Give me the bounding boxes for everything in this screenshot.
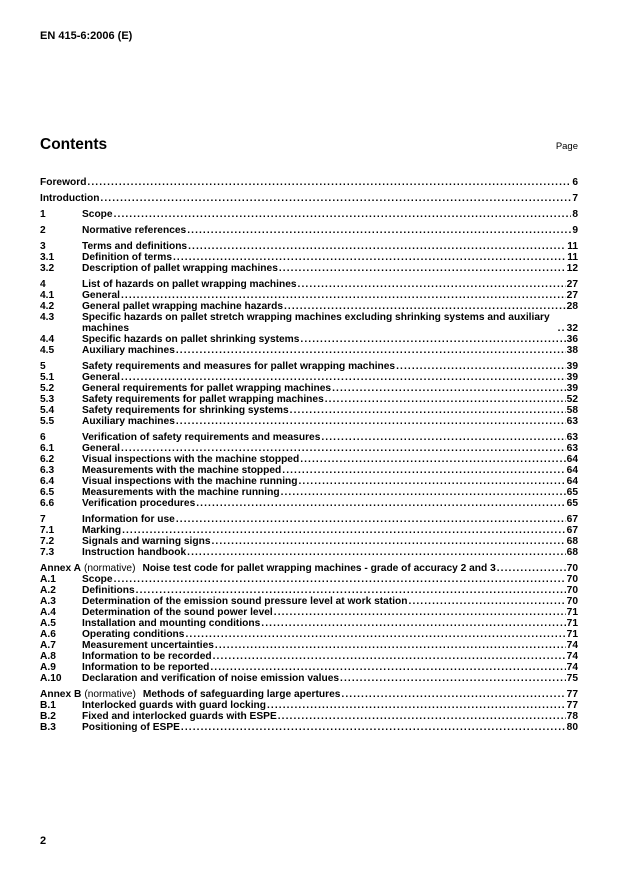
toc-entry-number: 7.1 — [40, 525, 55, 536]
toc-entry-number: 3.1 — [40, 252, 55, 263]
document-reference: EN 415-6:2006 (E) — [40, 30, 133, 42]
toc-entry — [40, 193, 578, 204]
toc-leader-dots — [298, 279, 566, 290]
toc-entry-title: Scope — [82, 574, 113, 585]
toc-entry — [40, 383, 578, 394]
toc-group — [40, 514, 578, 558]
footer-page-number: 2 — [40, 835, 47, 847]
toc-entry-title: Information to be reported — [82, 662, 210, 673]
toc-entry — [40, 334, 578, 345]
toc-entry-title: Specific hazards on pallet shrinking systems — [82, 334, 300, 345]
toc-entry — [40, 209, 578, 220]
toc-entry — [40, 640, 578, 651]
toc-entry-page: 27 — [566, 290, 578, 301]
toc-entry-title: Measurements with the machine stopped — [82, 465, 282, 476]
toc-leader-dots — [409, 596, 566, 607]
toc-annex-prefix: Annex B — [40, 689, 82, 700]
toc-entry-number: A.9 — [40, 662, 56, 673]
toc-entry-title: Instruction handbook — [82, 547, 187, 558]
toc-leader-dots — [181, 722, 566, 733]
toc-entry-page: 64 — [566, 476, 578, 487]
toc-entry-page: 70 — [566, 585, 578, 596]
toc-entry-number: A.2 — [40, 585, 56, 596]
toc-group — [40, 432, 578, 509]
toc-group — [40, 689, 578, 733]
toc-entry-title: Safety requirements and measures for pallet wrapping machines — [82, 361, 396, 372]
toc-list — [40, 177, 578, 733]
toc-entry-number: 4.2 — [40, 301, 55, 312]
toc-leader-dots — [173, 252, 566, 263]
toc-leader-dots — [121, 443, 566, 454]
toc-entry — [40, 225, 578, 236]
toc-entry-number: 5.1 — [40, 372, 55, 383]
toc-entry-title: Definitions — [82, 585, 135, 596]
toc-entry — [40, 416, 578, 427]
toc-entry-title: Visual inspections with the machine running — [82, 476, 298, 487]
toc-entry-number: B.1 — [40, 700, 56, 711]
toc-group — [40, 241, 578, 274]
toc-entry-page: 12 — [566, 263, 578, 274]
toc-entry-title: Auxiliary machines — [82, 345, 175, 356]
toc-entry — [40, 361, 578, 372]
toc-entry-page: 65 — [566, 487, 578, 498]
toc-entry-title-text: Methods of safeguarding large apertures — [142, 689, 341, 700]
toc-leader-dots — [187, 225, 571, 236]
toc-leader-dots — [210, 662, 565, 673]
toc-entry-number: 3.2 — [40, 263, 55, 274]
toc-leader-dots — [340, 673, 566, 684]
toc-entry-number: A.4 — [40, 607, 56, 618]
toc-entry-number: A.10 — [40, 673, 62, 684]
toc-entry-title: General — [82, 372, 120, 383]
toc-entry — [40, 443, 578, 454]
toc-entry-number: 6.2 — [40, 454, 55, 465]
toc-entry-number: 6.1 — [40, 443, 55, 454]
toc-entry-title: General pallet wrapping machine hazards — [82, 301, 283, 312]
toc-leader-dots — [114, 209, 572, 220]
toc-entry — [40, 263, 578, 274]
toc-entry-number: 4.4 — [40, 334, 55, 345]
toc-entry-page: 77 — [566, 689, 578, 700]
toc-entry-title: Introduction — [40, 193, 100, 204]
toc-group — [40, 563, 578, 684]
toc-entry-page: 27 — [566, 279, 578, 290]
toc-group — [40, 209, 578, 220]
toc-leader-dots — [290, 405, 566, 416]
toc-entry-title: General requirements for pallet wrapping machines — [82, 383, 332, 394]
toc-group — [40, 225, 578, 236]
toc-entry-page: 6 — [572, 177, 578, 188]
toc-entry-title: Fixed and interlocked guards with ESPE — [82, 711, 277, 722]
toc-entry-number: A.8 — [40, 651, 56, 662]
toc-entry — [40, 432, 578, 443]
toc-entry — [40, 312, 578, 334]
toc-group — [40, 279, 578, 356]
toc-entry — [40, 596, 578, 607]
toc-leader-dots — [341, 689, 565, 700]
toc-entry-page: 11 — [567, 241, 578, 252]
toc-entry-page: 64 — [566, 465, 578, 476]
toc-entry-page: 70 — [566, 563, 578, 574]
toc-entry-number: 5.2 — [40, 383, 55, 394]
toc-entry-page: 74 — [566, 640, 578, 651]
toc-leader-dots — [558, 323, 566, 334]
toc-entry-number: A.6 — [40, 629, 56, 640]
toc-entry-page: 38 — [566, 345, 578, 356]
toc-leader-dots — [279, 263, 566, 274]
toc-entry-title: Safety requirements for pallet wrapping machines — [82, 394, 324, 405]
toc-entry-number: 1 — [40, 209, 46, 220]
toc-entry — [40, 651, 578, 662]
toc-entry — [40, 279, 578, 290]
toc-entry-title: General — [82, 290, 120, 301]
toc-entry-page: 63 — [566, 443, 578, 454]
toc-entry-page: 71 — [566, 618, 578, 629]
toc-entry-number: 2 — [40, 225, 46, 236]
toc-entry-title: Foreword — [40, 177, 87, 188]
toc-entry-number: 6.5 — [40, 487, 55, 498]
toc-leader-dots — [215, 640, 566, 651]
toc-entry — [40, 618, 578, 629]
toc-entry-title: Definition of terms — [82, 252, 172, 263]
toc-entry-page: 67 — [566, 514, 578, 525]
toc-entry-title: Information to be recorded — [82, 651, 212, 662]
toc-entry-page: 39 — [566, 383, 578, 394]
toc-entry-title: Determination of the emission sound pressure level at work station — [82, 596, 408, 607]
toc-leader-dots — [185, 629, 565, 640]
toc-group — [40, 177, 578, 188]
toc-entry-page: 28 — [566, 301, 578, 312]
toc-entry — [40, 563, 578, 574]
toc-entry-title: Measurements with the machine running — [82, 487, 280, 498]
toc-entry — [40, 476, 578, 487]
toc-leader-dots — [176, 416, 566, 427]
toc-leader-dots — [278, 711, 566, 722]
toc-entry-page: 80 — [566, 722, 578, 733]
toc-entry-title: Specific hazards on pallet stretch wrapping machines excluding shrinking systems and auxiliary machines — [82, 312, 550, 334]
toc-entry-page: 68 — [566, 547, 578, 558]
toc-entry-number: A.1 — [40, 574, 56, 585]
toc-entry — [40, 673, 578, 684]
toc-entry-title: Auxiliary machines — [82, 416, 175, 427]
toc-leader-dots — [212, 536, 566, 547]
toc-leader-dots — [298, 476, 565, 487]
toc-entry — [40, 574, 578, 585]
toc-entry — [40, 498, 578, 509]
toc-entry-number: 6.4 — [40, 476, 55, 487]
toc-leader-dots — [300, 454, 565, 465]
toc-leader-dots — [281, 487, 566, 498]
toc-entry-title: List of hazards on pallet wrapping machines — [82, 279, 297, 290]
toc-entry-page: 74 — [566, 662, 578, 673]
toc-entry-number: A.5 — [40, 618, 56, 629]
toc-leader-dots — [176, 345, 566, 356]
toc-entry-page: 71 — [566, 629, 578, 640]
toc-leader-dots — [87, 177, 571, 188]
toc-entry-number: 4.5 — [40, 345, 55, 356]
toc-entry — [40, 585, 578, 596]
toc-entry-page: 64 — [566, 454, 578, 465]
toc-entry — [40, 465, 578, 476]
toc-entry-number: 4 — [40, 279, 46, 290]
toc-entry-title: Determination of the sound power level — [82, 607, 273, 618]
toc-entry-number: 4.3 — [40, 312, 55, 323]
toc-entry — [40, 252, 578, 263]
toc-leader-dots — [122, 525, 566, 536]
toc-entry-title: Positioning of ESPE — [82, 722, 180, 733]
toc-entry — [40, 177, 578, 188]
toc-entry-title: Verification of safety requirements and measures — [82, 432, 321, 443]
toc-entry-title: Operating conditions — [82, 629, 185, 640]
toc-entry-title — [40, 563, 496, 574]
toc-entry — [40, 547, 578, 558]
toc-entry — [40, 607, 578, 618]
toc-entry-title: Signals and warning signs — [82, 536, 211, 547]
toc-entry-page: 8 — [572, 209, 578, 220]
toc-entry — [40, 241, 578, 252]
toc-entry-page: 32 — [566, 323, 578, 334]
toc-entry-number: 6.3 — [40, 465, 55, 476]
toc-entry-title-text: Noise test code for pallet wrapping machines - grade of accuracy 2 and 3 — [142, 563, 496, 574]
toc-entry-number: 6.6 — [40, 498, 55, 509]
toc-entry-title: Installation and mounting conditions — [82, 618, 261, 629]
toc-entry — [40, 301, 578, 312]
toc-entry-page: 78 — [566, 711, 578, 722]
toc-leader-dots — [176, 514, 566, 525]
toc-entry-title: General — [82, 443, 120, 454]
toc-leader-dots — [321, 432, 565, 443]
toc-entry-page: 9 — [572, 225, 578, 236]
toc-entry — [40, 405, 578, 416]
toc-entry-title: Marking — [82, 525, 122, 536]
toc-leader-dots — [100, 193, 571, 204]
toc-entry — [40, 629, 578, 640]
toc-entry — [40, 722, 578, 733]
toc-entry — [40, 345, 578, 356]
toc-leader-dots — [274, 607, 566, 618]
toc-entry — [40, 536, 578, 547]
toc-entry-page: 71 — [566, 607, 578, 618]
toc-entry-number: 5.5 — [40, 416, 55, 427]
toc-entry-page: 39 — [566, 372, 578, 383]
toc-leader-dots — [213, 651, 566, 662]
toc-entry-title — [40, 689, 340, 700]
toc-leader-dots — [136, 585, 566, 596]
toc-entry-page: 11 — [567, 252, 578, 263]
toc-entry-title: Visual inspections with the machine stopped — [82, 454, 300, 465]
toc-leader-dots — [497, 563, 566, 574]
contents-title: Contents — [40, 136, 108, 153]
toc-entry — [40, 394, 578, 405]
toc-leader-dots — [396, 361, 566, 372]
toc-entry-number: 6 — [40, 432, 46, 443]
toc-entry-title: Declaration and verification of noise emission values — [82, 673, 340, 684]
toc-leader-dots — [188, 241, 566, 252]
toc-entry-page: 77 — [566, 700, 578, 711]
toc-leader-dots — [325, 394, 566, 405]
toc-entry-number: B.3 — [40, 722, 56, 733]
toc-entry-number: A.7 — [40, 640, 56, 651]
toc-entry-page: 70 — [566, 574, 578, 585]
toc-entry-number: 3 — [40, 241, 46, 252]
toc-entry-title: Verification procedures — [82, 498, 196, 509]
toc-entry — [40, 454, 578, 465]
toc-entry-page: 7 — [572, 193, 578, 204]
toc-entry — [40, 689, 578, 700]
toc-leader-dots — [121, 372, 566, 383]
toc-entry-title: Scope — [82, 209, 113, 220]
toc-annex-qualifier: (normative) — [83, 563, 136, 574]
toc-annex-prefix: Annex A — [40, 563, 81, 574]
toc-entry-title: Information for use — [82, 514, 175, 525]
toc-entry — [40, 487, 578, 498]
toc-entry-number: 5.4 — [40, 405, 55, 416]
toc-entry-page: 74 — [566, 651, 578, 662]
toc-entry-number: 4.1 — [40, 290, 55, 301]
toc-leader-dots — [261, 618, 565, 629]
toc-leader-dots — [300, 334, 565, 345]
toc-entry-number: A.3 — [40, 596, 56, 607]
toc-group — [40, 193, 578, 204]
toc-entry — [40, 525, 578, 536]
toc-entry-page: 65 — [566, 498, 578, 509]
toc-entry-page: 63 — [566, 432, 578, 443]
toc-leader-dots — [196, 498, 565, 509]
toc-entry-title: Interlocked guards with guard locking — [82, 700, 266, 711]
toc-entry-number: 5 — [40, 361, 46, 372]
toc-annex-qualifier: (normative) — [84, 689, 136, 700]
toc-entry — [40, 711, 578, 722]
toc-leader-dots — [332, 383, 566, 394]
contents-header — [40, 136, 578, 154]
toc-leader-dots — [187, 547, 566, 558]
toc-entry — [40, 290, 578, 301]
toc-entry-title: Measurement uncertainties — [82, 640, 214, 651]
page-column-label: Page — [555, 141, 578, 152]
toc-entry-number: 7.3 — [40, 547, 55, 558]
toc-entry — [40, 514, 578, 525]
toc-entry-page: 63 — [566, 416, 578, 427]
toc-entry-number: 5.3 — [40, 394, 55, 405]
toc-leader-dots — [284, 301, 566, 312]
toc-entry-page: 75 — [566, 673, 578, 684]
toc-leader-dots — [267, 700, 566, 711]
toc-entry-number: B.2 — [40, 711, 56, 722]
toc-entry-title: Description of pallet wrapping machines — [82, 263, 278, 274]
toc-leader-dots — [114, 574, 566, 585]
toc-group — [40, 361, 578, 427]
toc-entry — [40, 700, 578, 711]
toc-entry-page: 70 — [566, 596, 578, 607]
toc-entry-page: 52 — [566, 394, 578, 405]
toc-entry-page: 68 — [566, 536, 578, 547]
toc-entry-page: 58 — [566, 405, 578, 416]
toc-entry-number: 7 — [40, 514, 46, 525]
toc-entry-number: 7.2 — [40, 536, 55, 547]
toc-entry-title: Safety requirements for shrinking systems — [82, 405, 289, 416]
toc-entry-page: 67 — [566, 525, 578, 536]
toc-entry-title: Normative references — [82, 225, 187, 236]
toc-entry-page: 39 — [566, 361, 578, 372]
toc-entry-title: Terms and definitions — [82, 241, 188, 252]
toc-entry-page: 36 — [566, 334, 578, 345]
toc-leader-dots — [121, 290, 566, 301]
toc-entry — [40, 372, 578, 383]
toc-entry — [40, 662, 578, 673]
toc-leader-dots — [282, 465, 565, 476]
